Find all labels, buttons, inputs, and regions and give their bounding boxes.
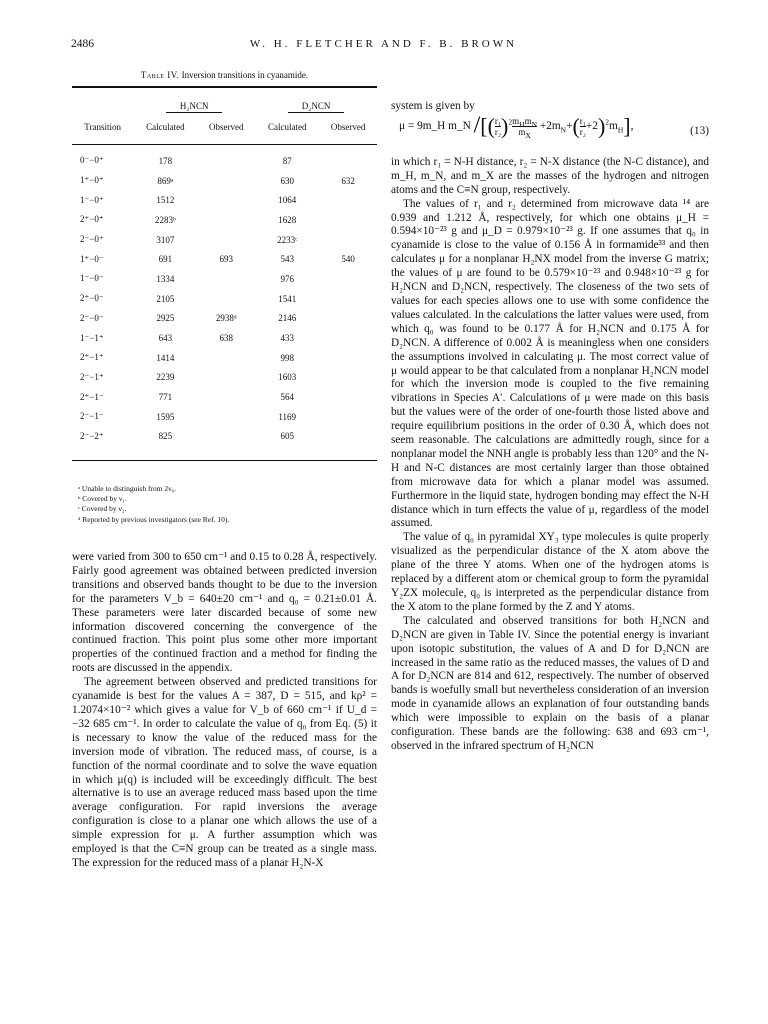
transition-cell: 2⁺−0⁺ xyxy=(80,214,104,225)
paragraph: system is given by xyxy=(391,100,475,112)
h2ncn-calculated-cell: 1595 xyxy=(156,411,175,422)
h2ncn-observed-cell: 2938ᵈ xyxy=(215,313,237,324)
page-number: 2486 xyxy=(71,38,94,50)
h2ncn-calculated-cell: 1334 xyxy=(156,273,175,284)
d2ncn-observed-cell: 540 xyxy=(341,254,355,265)
h2ncn-calculated-cell: 691 xyxy=(158,254,173,265)
right-column-text xyxy=(391,100,709,754)
d2ncn-calculated-cell: 1628 xyxy=(278,214,297,225)
transition-cell: 2⁻−0⁺ xyxy=(80,234,104,245)
h2ncn-observed-cell xyxy=(198,145,256,171)
table-row xyxy=(72,145,377,171)
h2ncn-observed-cell xyxy=(198,348,256,368)
d2ncn-observed-cell xyxy=(319,230,377,250)
d2ncn-calculated-cell: 564 xyxy=(280,392,294,403)
footnote: ᵇ Covered by ν₁. xyxy=(78,494,127,504)
transition-cell: 1⁺−0⁻ xyxy=(80,253,104,264)
paragraph: The values of r₁ and r₂ determined from microwave data ¹⁴ are 0.939 and 1.212 Å, respectively, for which one obtains μ_H = 0.594×10⁻²³ g and μ_D = 0.979×10⁻²³ g. If one assumes that q₀ in cyanamide is close to the value of 0.156 Å in formamide³³ and then calculates μ for a nonplanar H₂NX model from the inverse G matrix; the values of μ are found to be 0.579×10⁻²³ and 0.948×10⁻²³ g for H₂NCN and D₂NCN, respectively. The closeness of the two sets of values for each species allows one to use with some confidence the values calculated. In the calculations the latter values were used, from which q₀ was found to be 0.177 Å for H₂NCN and 0.175 Å for D₂NCN. A difference of 0.002 Å is meaningless when one considers the assumptions involved in calculating μ. The most correct value of μ would appear to be that calculated from a nonplanar H₂NCN model for which the inversion mode is coupled to the five remaining vibrations in Species A′. Calculations of μ were made on this basis but the values were of the order of one-fourth those listed above and require equilibrium positions in the order of 0.30 Å, which does not seem reasonable. The calculations are admittedly rough, since for a nonplanar model the NNH angle is probably less than 120° and the N-H and N-C distances are most certainly larger than those obtained from microwave data for which a planar model was assumed. Furthermore in the liquid state, hydrogen bonding may effect the N-H distance which in turn effects the value of μ, regardless of the model assumed. xyxy=(391,197,709,530)
h2ncn-calculated-cell: 2283ᵇ xyxy=(154,214,176,225)
paragraph: in which r₁ = N-H distance, r₂ = N-X distance (the N-C distance), and m_H, m_N, and m_X are the masses of the hydrogen and nitrogen atoms and the C≡N group, respectively. xyxy=(391,155,709,196)
h2ncn-calculated-cell: 3107 xyxy=(156,234,175,245)
paragraph: The calculated and observed transitions for both H₂NCN and D₂NCN are given in Table IV. Since the potential energy is invariant upon isotopic substitution, the values of A and D for D₂NCN are increased in the same ratio as the reduced masses, the values of D and A for D₂NCN are 814 and 612, respectively. The number of observed bands is woefully small but nevertheless consideration of an inversion mode in cyanamide allows an explanation of four outstanding bands which were impossible to explain on the basis of a planar configuration. These bands are the following: 638 and 693 cm⁻¹, observed in the infrared spectrum of H₂NCN xyxy=(391,614,709,752)
group-header-d2ncn: D₂NCN xyxy=(288,101,345,113)
transition-cell: 2⁻−1⁻ xyxy=(80,411,104,422)
table-row xyxy=(72,427,377,461)
h2ncn-calculated-cell: 2925 xyxy=(156,313,175,324)
table-row xyxy=(72,210,377,230)
h2ncn-observed-cell xyxy=(198,269,256,289)
column-header-calculated: Calculated xyxy=(255,113,319,145)
d2ncn-observed-cell xyxy=(319,145,377,171)
column-header-observed: Observed xyxy=(319,113,377,145)
h2ncn-observed-cell: 693 xyxy=(219,254,234,265)
inversion-table xyxy=(72,86,377,461)
d2ncn-calculated-cell: 605 xyxy=(255,427,319,461)
table-row xyxy=(72,171,377,191)
running-title: W. H. FLETCHER AND F. B. BROWN xyxy=(249,38,518,50)
footnote: ᵈ Reported by previous investigators (see Ref. 10). xyxy=(78,514,230,524)
h2ncn-observed-cell xyxy=(198,289,256,309)
paragraph: The agreement between observed and predicted transitions for cyanamide is best for the values A = 387, D = 515, and kρ² = 1.2074×10⁻² which gives a value for V_b of 660 cm⁻¹ if U_d = −32 685 cm⁻¹. In order to calculate the value of q₀ from Eq. (5) it is necessary to know the value of the reduced mass for the inversion mode of vibration. The reduced mass, of course, is a function of the normal coordinate and to solve the wave equation in which μ(q) is included will be exceedingly difficult. The best alternative is to use an average reduced mass based upon the time average configuration. For rapid inversions the average configuration is close to a planar one which allows the use of a simple expression for μ. A further assumption which was employed is that the C≡N group can be treated as a single mass. The expression for the reduced mass of a planar H₂N-X xyxy=(72,676,377,869)
table-row xyxy=(72,190,377,210)
d2ncn-calculated-cell: 1169 xyxy=(278,411,297,422)
d2ncn-observed-cell xyxy=(319,427,377,461)
column-header-calculated: Calculated xyxy=(133,113,197,145)
table-row xyxy=(72,348,377,368)
footnote: ᵃ Unable to distinguish from 2ν₆. xyxy=(78,484,177,493)
h2ncn-calculated-cell: 178 xyxy=(158,155,173,166)
equation-13 xyxy=(391,112,709,150)
transition-cell: 1⁺−0⁺ xyxy=(80,175,104,186)
column-header-observed: Observed xyxy=(198,113,256,145)
d2ncn-calculated-cell: 543 xyxy=(280,254,294,265)
table-row xyxy=(72,368,377,388)
h2ncn-observed-cell xyxy=(198,368,256,388)
h2ncn-calculated-cell: 1414 xyxy=(156,352,175,363)
d2ncn-calculated-cell: 1603 xyxy=(278,372,297,383)
transition-cell: 1⁻−1⁺ xyxy=(80,332,104,343)
table-row xyxy=(72,309,377,329)
d2ncn-observed-cell xyxy=(319,328,377,348)
transition-cell: 2⁺−1⁻ xyxy=(80,391,104,402)
transition-cell: 1⁻−0⁻ xyxy=(80,273,104,284)
h2ncn-calculated-cell: 771 xyxy=(158,392,173,403)
page-header xyxy=(71,38,696,54)
h2ncn-observed-cell xyxy=(198,230,256,250)
h2ncn-observed-cell xyxy=(198,210,256,230)
transition-cell: 2⁻−2⁺ xyxy=(72,427,133,461)
d2ncn-observed-cell xyxy=(319,190,377,210)
d2ncn-calculated-cell: 1064 xyxy=(278,195,297,206)
paragraph: The value of q₀ in pyramidal XY₃ type molecules is quite properly visualized as the perpendicular distance of the X atom above the plane of the three Y atoms. When one of the hydrogen atoms is replaced by a different atom or chemical group to form the pyramidal Y₂ZX molecule, q₀ is interpreted as the perpendicular distance from the X atom to the plane formed by the Z and Y atoms. xyxy=(391,531,709,613)
table-row xyxy=(72,328,377,348)
d2ncn-observed-cell xyxy=(319,348,377,368)
d2ncn-observed-cell xyxy=(319,368,377,388)
table-row xyxy=(72,230,377,250)
h2ncn-observed-cell xyxy=(198,190,256,210)
footnote: ᶜ Covered by ν₂. xyxy=(78,504,127,514)
d2ncn-observed-cell xyxy=(319,309,377,329)
h2ncn-observed-cell xyxy=(198,427,256,461)
d2ncn-calculated-cell: 976 xyxy=(280,273,294,284)
d2ncn-calculated-cell: 433 xyxy=(280,333,294,344)
d2ncn-calculated-cell: 87 xyxy=(282,155,292,166)
d2ncn-calculated-cell: 630 xyxy=(280,175,294,186)
transition-cell: 2⁻−0⁻ xyxy=(80,312,104,323)
equation-lhs: μ = 9m_H m_N xyxy=(399,120,471,132)
d2ncn-observed-cell xyxy=(319,387,377,407)
d2ncn-observed-cell xyxy=(319,407,377,427)
table-footnotes xyxy=(78,484,378,525)
equation-number: (13) xyxy=(690,124,709,137)
d2ncn-calculated-cell: 2233ᶜ xyxy=(277,234,298,245)
table-row xyxy=(72,289,377,309)
h2ncn-observed-cell xyxy=(198,387,256,407)
column-header-transition: Transition xyxy=(72,113,133,145)
group-header-h2ncn: H₂NCN xyxy=(166,101,223,113)
equation-body: μ = 9m_H m_N /[( $\frac{\text{r₁}}{\text{r₂}}$ )$^2$ $\frac{m_Hm_N}{m_X}$ $+2m_N+$( $\frac{\text{r₁}}{\text{r₂}}$ $+2)^2m_H$], xyxy=(399,112,634,140)
d2ncn-calculated-cell: 2146 xyxy=(278,313,297,324)
d2ncn-calculated-cell: 1541 xyxy=(278,293,297,304)
table-row xyxy=(72,269,377,289)
table-row xyxy=(72,249,377,269)
h2ncn-observed-cell xyxy=(198,171,256,191)
d2ncn-observed-cell xyxy=(319,210,377,230)
h2ncn-observed-cell xyxy=(198,407,256,427)
h2ncn-calculated-cell: 2105 xyxy=(156,293,175,304)
transition-cell: 2⁺−0⁻ xyxy=(80,293,104,304)
table-body xyxy=(72,145,377,461)
table-caption-label: Table IV. xyxy=(140,70,180,80)
transition-cell: 2⁺−1⁺ xyxy=(80,352,104,363)
table-row xyxy=(72,407,377,427)
paragraph: were varied from 300 to 650 cm⁻¹ and 0.15 to 0.28 Å, respectively. Fairly good agreement was obtained between predicted inversion transitions and observed bands thought to be due to the inversion for the parameters V_b = 640±20 cm⁻¹ and q₀ = 0.21±0.01 Å. These parameters were later discarded because of some new information discovered concerning the convergence of the continued fraction. This point plus some other more important properties of the continued fraction and a method for finding the roots are discussed in the appendix. xyxy=(72,551,377,675)
left-column-text xyxy=(72,551,377,871)
table-caption-text: Inversion transitions in cyanamide. xyxy=(179,70,309,80)
h2ncn-calculated-cell: 2239 xyxy=(156,372,175,383)
h2ncn-calculated-cell: 1512 xyxy=(156,195,175,206)
d2ncn-observed-cell xyxy=(319,269,377,289)
transition-cell: 0⁻−0⁺ xyxy=(80,155,104,166)
d2ncn-calculated-cell: 998 xyxy=(280,352,294,363)
h2ncn-calculated-cell: 643 xyxy=(158,333,173,344)
table-row xyxy=(72,387,377,407)
transition-cell: 2⁻−1⁺ xyxy=(80,371,104,382)
d2ncn-observed-cell xyxy=(319,289,377,309)
table-caption xyxy=(72,70,377,80)
h2ncn-calculated-cell: 869ᵃ xyxy=(157,175,174,186)
h2ncn-calculated-cell: 825 xyxy=(133,427,197,461)
transition-cell: 1⁻−0⁺ xyxy=(80,194,104,205)
h2ncn-observed-cell: 638 xyxy=(219,333,234,344)
d2ncn-observed-cell: 632 xyxy=(341,175,355,186)
